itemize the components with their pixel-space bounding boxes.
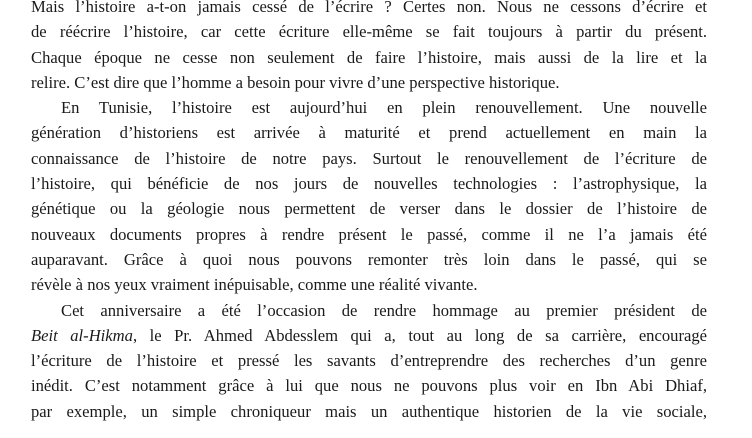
text-line: auparavant. Grâce à quoi nous pouvons remonter très loin dans le passé, qui se [31, 249, 707, 269]
text-line: En Tunisie, l’histoire est aujourd’hui en plein renouvellement. Une nouvelle [61, 98, 707, 118]
text-line: Cet anniversaire a été l’occasion de rendre hommage au premier président de [61, 300, 707, 320]
paragraph-1 [31, 0, 707, 95]
text-line: Mais l’histoire a-t-on jamais cessé de l’écrire ? Certes non. Nous ne cessons d’écrire et [31, 0, 707, 16]
text-line [31, 323, 707, 348]
text-line: Chaque époque ne cesse non seulement de faire l’histoire, mais aussi de la lire et la [31, 47, 707, 67]
text-line: génétique ou la géologie nous permettent de verser dans le dossier de l’histoire de [31, 199, 707, 219]
text-line: génération d’historiens est arrivée à maturité et prend actuellement en main la [31, 123, 707, 143]
text-line: nouveaux documents propres à rendre présent le passé, comme il ne l’a jamais été [31, 224, 707, 244]
text-line: l’histoire, qui bénéficie de nos jours de nouvelles technologies : l’astrophysique, la [31, 174, 707, 194]
institution-name: Beit al-Hikma [31, 325, 133, 345]
text-line: inédit. C’est notamment grâce à lui que nous ne pouvons plus voir en Ibn Abi Dhiaf, [31, 376, 707, 396]
text-line: de réécrire l’histoire, car cette écriture elle-même se fait toujours à partir du présent. [31, 22, 707, 42]
text-fragment: , le Pr. Ahmed Abdesslem qui a, tout au long de sa carrière, encouragé [132, 325, 707, 345]
paragraph-2 [31, 95, 707, 297]
text-line: par exemple, un simple chroniqueur mais un authentique historien de la vie sociale, [31, 401, 707, 421]
document-page [31, 0, 707, 424]
paragraph-3 [31, 298, 707, 424]
text-line: l’écriture de l’histoire et pressé les savants d’entreprendre des recherches d’un genre [31, 351, 707, 371]
text-line: connaissance de l’histoire de notre pays. Surtout le renouvellement de l’écriture de [31, 148, 707, 168]
text-line: relire. C’est dire que l’homme a besoin pour vivre d’une perspective historique. [31, 72, 560, 92]
text-line: révèle à nos yeux vraiment inépuisable, comme une réalité vivante. [31, 275, 478, 295]
